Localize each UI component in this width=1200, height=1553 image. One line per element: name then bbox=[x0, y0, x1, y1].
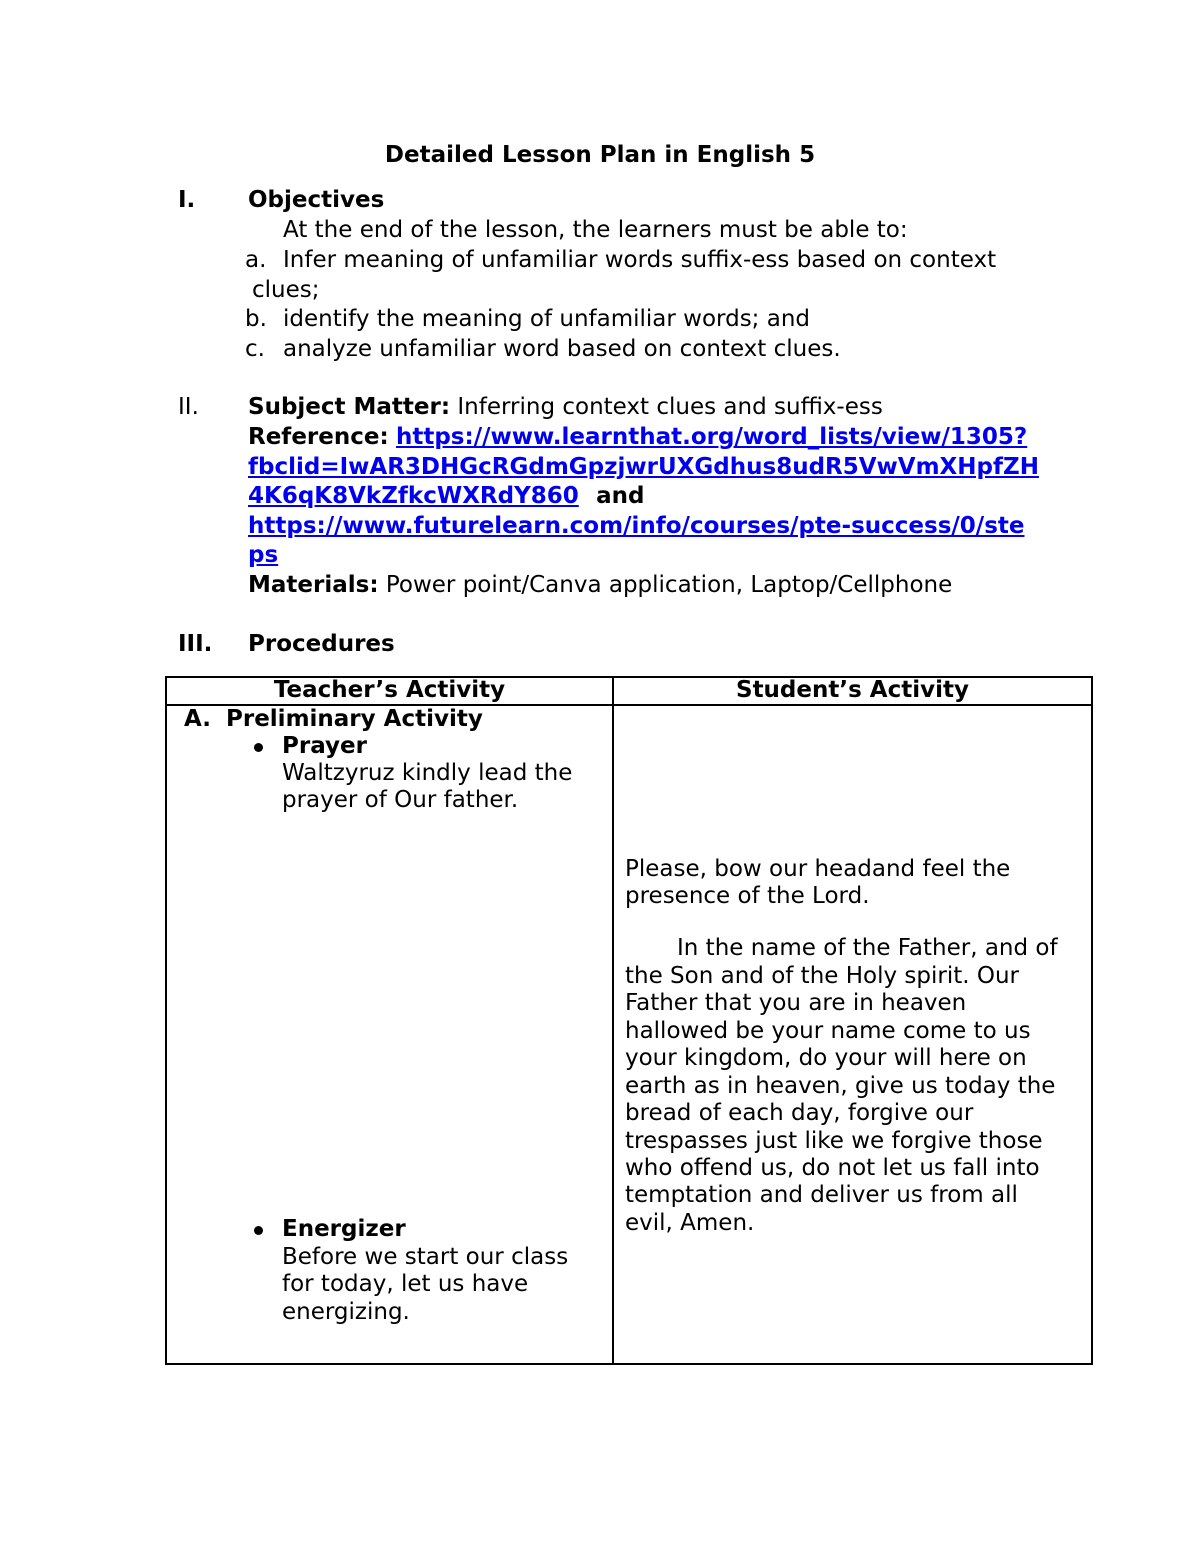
reference-link-2[interactable]: https://www.futurelearn.com/info/courses/pte-success/0/ste bbox=[248, 513, 1025, 539]
reference-link-2-cont bbox=[248, 540, 278, 570]
student-prayer-line: temptation and deliver us from all bbox=[625, 1182, 1018, 1208]
student-prayer-line: earth as in heaven, give us today the bbox=[625, 1073, 1056, 1099]
student-prayer-line: Father that you are in heaven bbox=[625, 990, 967, 1016]
student-prayer-line: evil, Amen. bbox=[625, 1210, 755, 1236]
objective-b-text: identify the meaning of unfamiliar words; and bbox=[283, 306, 811, 332]
header-teacher-activity: Teacher’s Activity bbox=[273, 677, 506, 703]
reference-link-1-end bbox=[248, 481, 644, 511]
subject-numeral: II. bbox=[178, 394, 199, 420]
student-prayer-line: trespasses just like we forgive those bbox=[625, 1128, 1043, 1154]
objectives-heading: Objectives bbox=[248, 187, 385, 213]
prayer-line-1: Waltzyruz kindly lead the bbox=[282, 760, 573, 786]
student-line: presence of the Lord. bbox=[625, 883, 870, 909]
reference-link-2-part2[interactable]: ps bbox=[248, 542, 279, 568]
reference-link-1[interactable]: https://www.learnthat.org/word_lists/view/1305? bbox=[395, 424, 1028, 450]
prayer-line-2: prayer of Our father. bbox=[282, 787, 519, 813]
energizer-title: Energizer bbox=[282, 1216, 406, 1242]
student-prayer-line: bread of each day, forgive our bbox=[625, 1100, 974, 1126]
section-letter: A. bbox=[184, 706, 211, 732]
materials-label: Materials: bbox=[248, 572, 379, 598]
student-prayer-line: the Son and of the Holy spirit. Our bbox=[625, 963, 1020, 989]
student-prayer-line: your kingdom, do your will here on bbox=[625, 1045, 1027, 1071]
objectives-intro: At the end of the lesson, the learners must be able to: bbox=[283, 217, 908, 243]
reference-and: and bbox=[596, 483, 645, 509]
bullet-icon bbox=[254, 743, 263, 752]
procedures-heading: Procedures bbox=[248, 631, 395, 657]
energizer-line-2: for today, let us have bbox=[282, 1271, 529, 1297]
materials-value: Power point/Canva application, Laptop/Cellphone bbox=[385, 572, 953, 598]
energizer-line-3: energizing. bbox=[282, 1299, 410, 1325]
reference-link-1-part3[interactable]: 4K6qK8VkZfkcWXRdY860 bbox=[248, 483, 579, 509]
subject-matter-label: Subject Matter: bbox=[248, 394, 451, 420]
prayer-title: Prayer bbox=[282, 733, 367, 759]
energizer-line-1: Before we start our class bbox=[282, 1244, 569, 1270]
header-student-activity: Student’s Activity bbox=[736, 677, 969, 703]
subject-matter-line bbox=[248, 392, 883, 422]
document-title: Detailed Lesson Plan in English 5 bbox=[384, 142, 816, 168]
reference-link-1-cont bbox=[248, 452, 1039, 482]
subject-matter-value: Inferring context clues and suffix-ess bbox=[457, 394, 883, 420]
objective-a-letter: a. bbox=[245, 247, 267, 273]
section-title: Preliminary Activity bbox=[226, 706, 483, 732]
objective-c-letter: c. bbox=[245, 336, 265, 362]
objective-a-text: Infer meaning of unfamiliar words suffix-ess based on context bbox=[283, 247, 997, 273]
materials-line bbox=[248, 570, 952, 600]
reference-label: Reference: bbox=[248, 424, 389, 450]
reference-link-1-part2[interactable]: fbclid=IwAR3DHGcRGdmGpzjwrUXGdhus8udR5VwVmXHpfZH bbox=[248, 454, 1039, 480]
objective-a-text-cont: clues; bbox=[252, 277, 320, 303]
objective-b-letter: b. bbox=[245, 306, 267, 332]
reference-link-2-line bbox=[248, 511, 1024, 541]
objectives-numeral: I. bbox=[178, 187, 196, 213]
student-line: Please, bow our headand feel the bbox=[625, 856, 1011, 882]
procedures-numeral: III. bbox=[178, 631, 213, 657]
student-prayer-line: hallowed be your name come to us bbox=[625, 1018, 1031, 1044]
student-prayer-line: who offend us, do not let us fall into bbox=[625, 1155, 1040, 1181]
objective-c-text: analyze unfamiliar word based on context clues. bbox=[283, 336, 841, 362]
bullet-icon bbox=[254, 1226, 263, 1235]
student-prayer-line: In the name of the Father, and of bbox=[677, 935, 1058, 961]
reference-line bbox=[248, 422, 1027, 452]
